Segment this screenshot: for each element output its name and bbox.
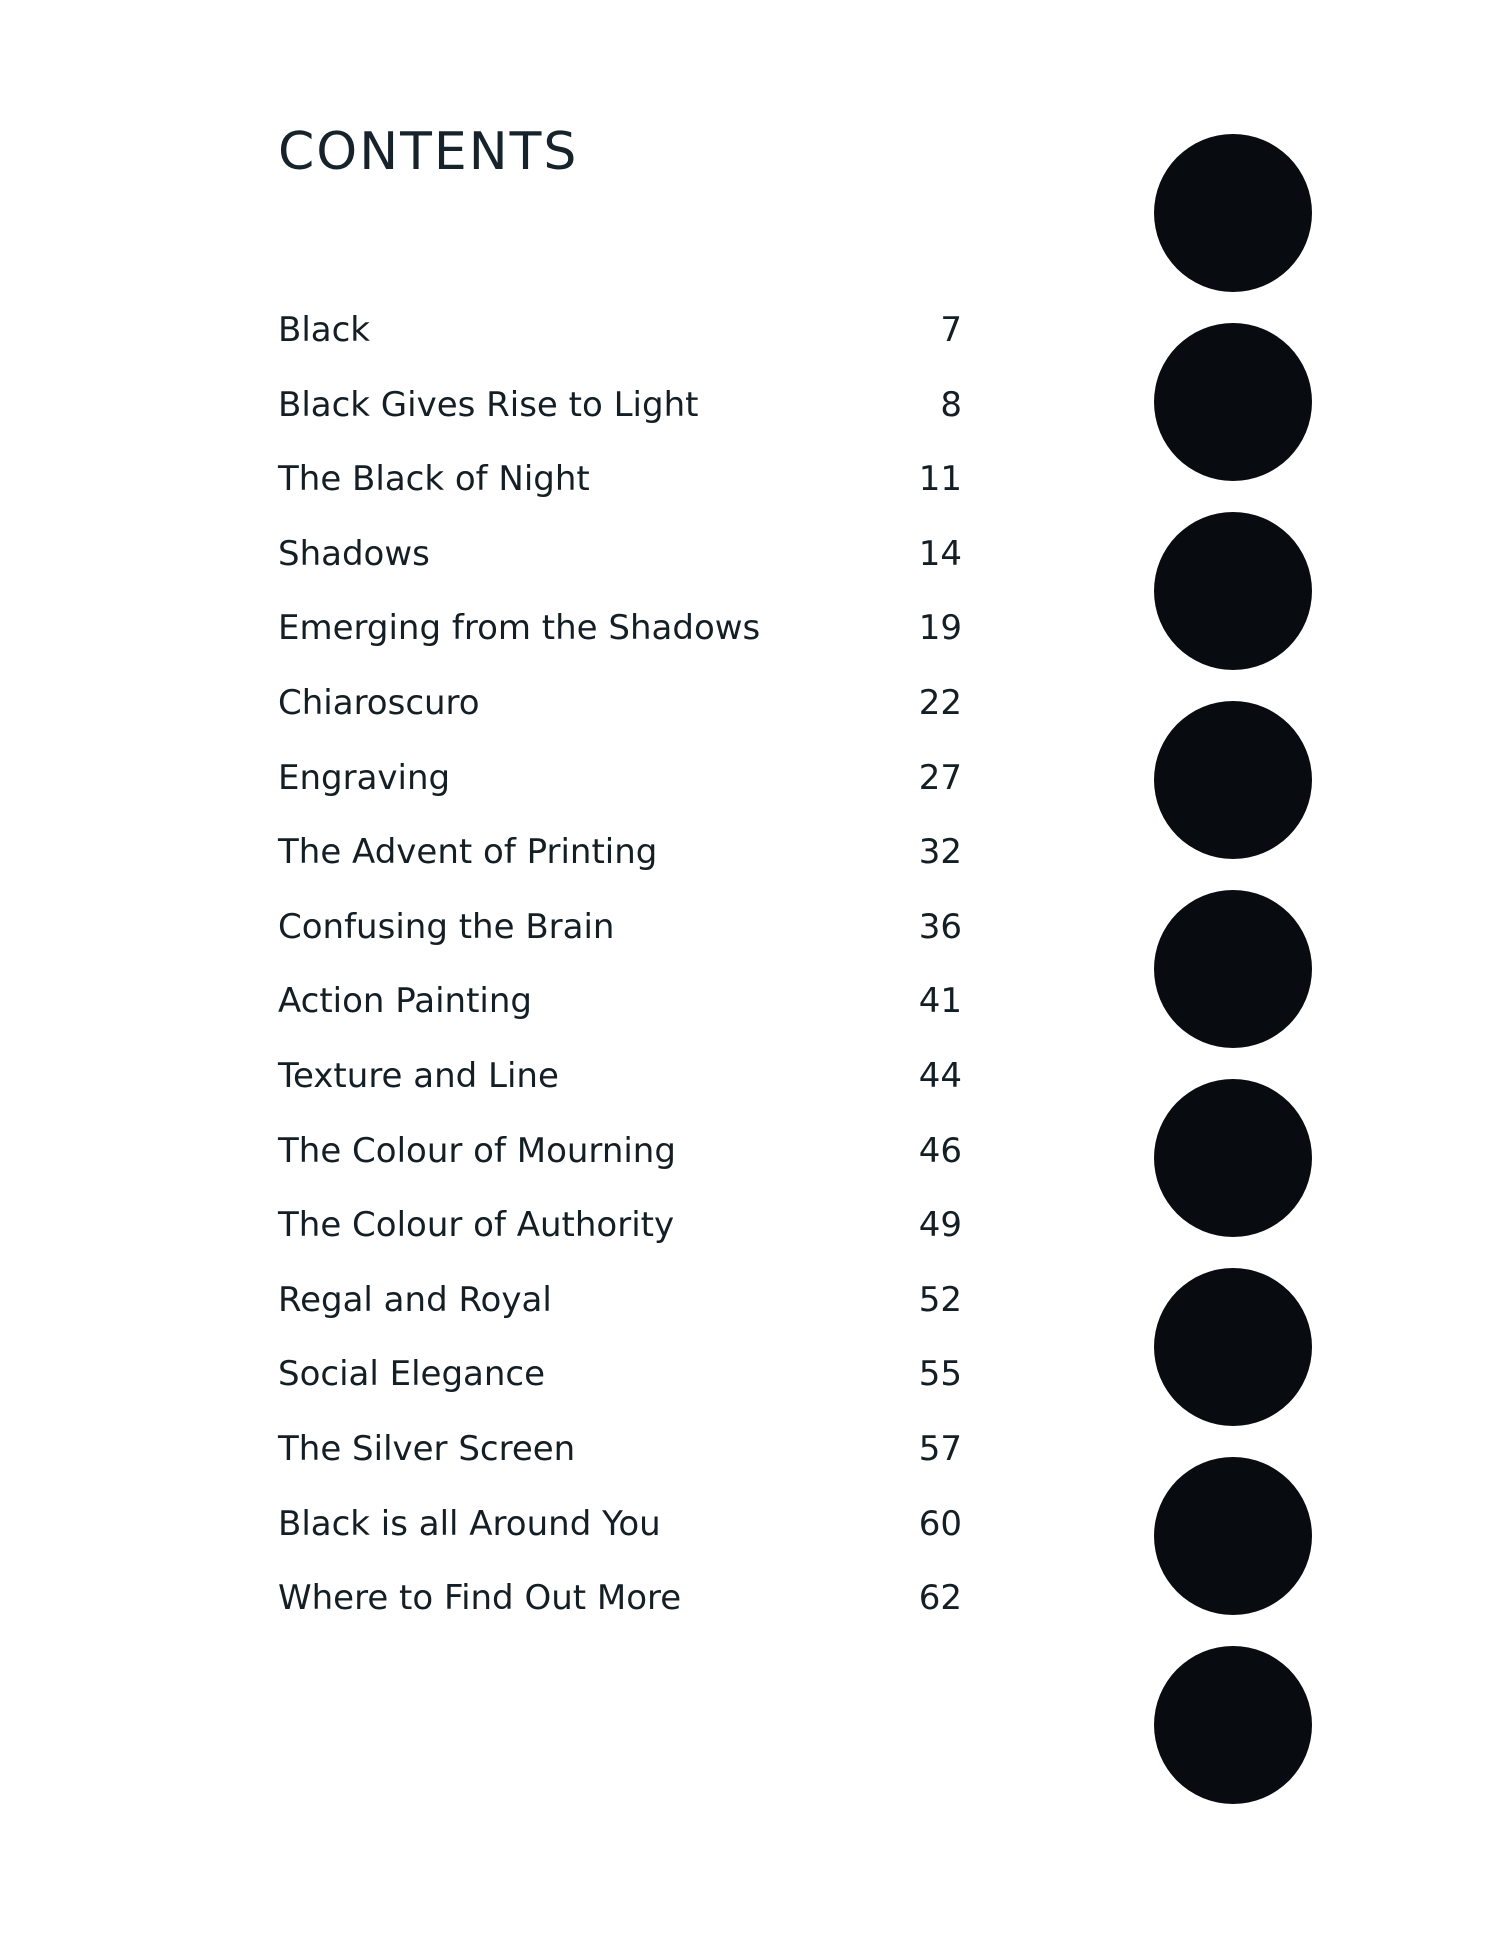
toc-entry: [278, 304, 962, 379]
toc-entry-title: The Advent of Printing: [278, 832, 658, 873]
black-circle-decoration: [1154, 890, 1312, 1048]
toc-entry: [278, 602, 962, 677]
toc-entry: [278, 1199, 962, 1274]
toc-entry-title: Regal and Royal: [278, 1279, 552, 1320]
black-circle-decoration: [1154, 1079, 1312, 1237]
toc-entry: [278, 677, 962, 752]
page-title: CONTENTS: [278, 122, 579, 182]
toc-entry: [278, 528, 962, 603]
toc-entry-page: 55: [918, 1354, 962, 1395]
toc-entry-title: Chiaroscuro: [278, 682, 480, 723]
toc-entry-title: The Silver Screen: [278, 1428, 576, 1469]
toc-entry-page: 62: [918, 1578, 962, 1619]
black-circle-decoration: [1154, 1646, 1312, 1804]
toc-entry-title: Black is all Around You: [278, 1503, 661, 1544]
toc-entry: [278, 1423, 962, 1498]
toc-entry-title: Where to Find Out More: [278, 1578, 682, 1619]
toc-entry: [278, 901, 962, 976]
toc-entry-page: 8: [940, 384, 962, 425]
toc-entry: [278, 1274, 962, 1349]
toc-entry-page: 22: [918, 682, 962, 723]
toc-entry-page: 52: [918, 1279, 962, 1320]
toc-entry-title: Texture and Line: [278, 1055, 559, 1096]
toc-entry-page: 60: [918, 1503, 962, 1544]
toc-entry-title: Action Painting: [278, 981, 533, 1022]
toc-entry: [278, 975, 962, 1050]
toc-entry: [278, 1572, 962, 1647]
toc-entry: [278, 752, 962, 827]
toc-entry-title: Emerging from the Shadows: [278, 608, 761, 649]
table-of-contents: [278, 304, 962, 1647]
black-circle-decoration: [1154, 512, 1312, 670]
decorative-dot-column: [1154, 134, 1318, 1835]
black-circle-decoration: [1154, 134, 1312, 292]
toc-entry-title: Shadows: [278, 533, 430, 574]
black-circle-decoration: [1154, 1457, 1312, 1615]
toc-entry-page: 36: [918, 906, 962, 947]
toc-entry-title: Confusing the Brain: [278, 906, 615, 947]
toc-entry-page: 7: [940, 310, 962, 350]
toc-entry: [278, 1498, 962, 1573]
toc-entry-page: 27: [918, 757, 962, 798]
black-circle-decoration: [1154, 701, 1312, 859]
black-circle-decoration: [1154, 1268, 1312, 1426]
toc-entry-page: 41: [918, 981, 962, 1022]
toc-entry-title: The Colour of Mourning: [278, 1130, 676, 1171]
toc-entry-title: Engraving: [278, 757, 451, 798]
toc-entry: [278, 379, 962, 454]
toc-entry-title: The Black of Night: [278, 459, 590, 500]
toc-entry: [278, 1125, 962, 1200]
toc-entry-title: The Colour of Authority: [278, 1205, 675, 1246]
toc-entry: [278, 826, 962, 901]
toc-entry-page: 57: [918, 1428, 962, 1469]
toc-entry-title: Black: [278, 310, 370, 350]
toc-entry: [278, 1348, 962, 1423]
toc-entry-page: 32: [918, 832, 962, 873]
toc-entry-title: Black Gives Rise to Light: [278, 384, 699, 425]
toc-entry: [278, 1050, 962, 1125]
toc-entry: [278, 453, 962, 528]
toc-entry-page: 19: [918, 608, 962, 649]
toc-entry-page: 44: [918, 1055, 962, 1096]
black-circle-decoration: [1154, 323, 1312, 481]
toc-entry-page: 11: [918, 459, 962, 500]
toc-entry-page: 14: [918, 533, 962, 574]
toc-entry-title: Social Elegance: [278, 1354, 546, 1395]
toc-entry-page: 46: [918, 1130, 962, 1171]
toc-entry-page: 49: [918, 1205, 962, 1246]
